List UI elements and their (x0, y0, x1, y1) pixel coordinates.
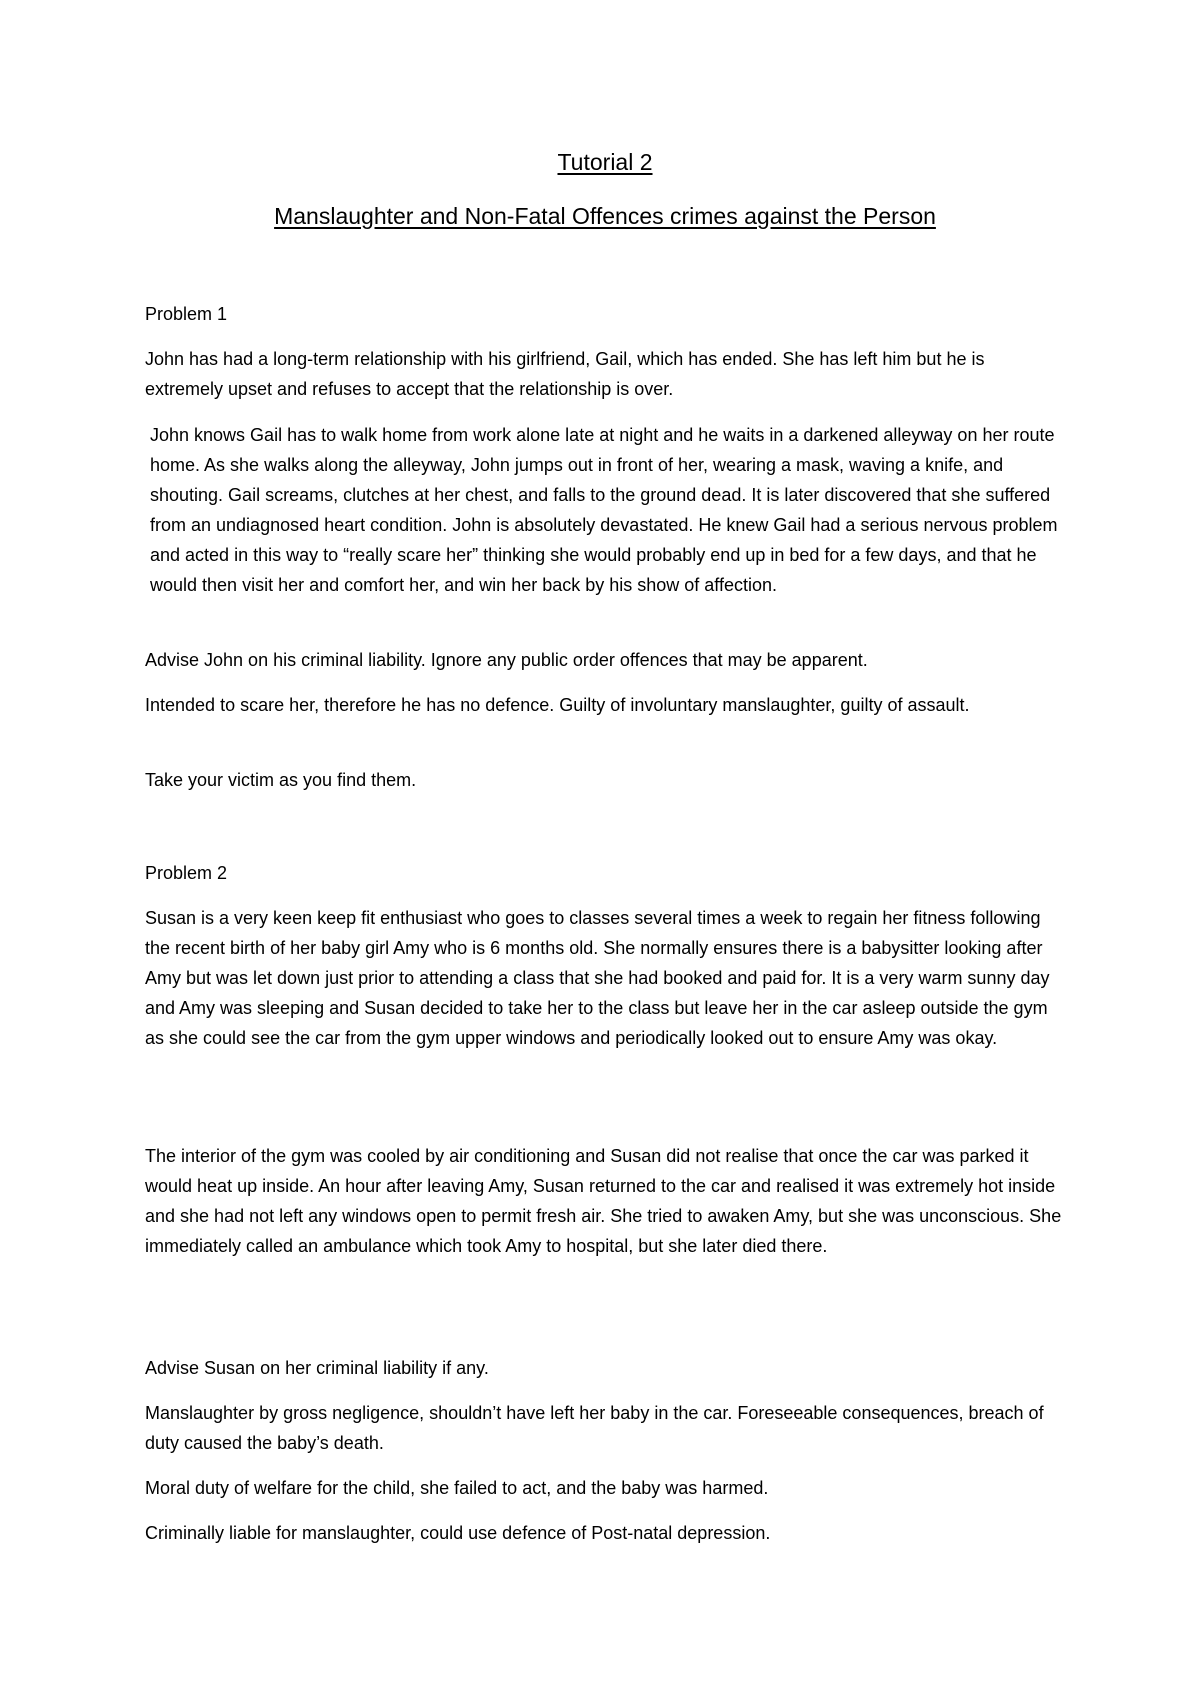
problem2-answer-2: Moral duty of welfare for the child, she failed to act, and the baby was harmed. (145, 1478, 769, 1498)
problem2-answer-3: Criminally liable for manslaughter, could use defence of Post-natal depression. (145, 1523, 771, 1543)
problem2-paragraph-2: The interior of the gym was cooled by air conditioning and Susan did not realise that once the car was parked it would heat up inside. An hour after leaving Amy, Susan returned to the car and realised it was extremely hot inside and she had not left any windows open to permit fresh air. She tried to awaken Amy, but she was unconscious. She immediately called an ambulance which took Amy to hospital, but she later died there. (145, 1146, 1062, 1256)
problem1-question: Advise John on his criminal liability. Ignore any public order offences that may be apparent. (145, 650, 868, 670)
problem1-answer-1: Intended to scare her, therefore he has no defence. Guilty of involuntary manslaughter, guilty of assault. (145, 695, 970, 715)
problem1-paragraph-1: John has had a long-term relationship with his girlfriend, Gail, which has ended. She has left him but he is extremely upset and refuses to accept that the relationship is over. (145, 349, 985, 399)
problem2-paragraph-1: Susan is a very keen keep fit enthusiast who goes to classes several times a week to regain her fitness following the recent birth of her baby girl Amy who is 6 months old. She normally ensures there is a babysitter looking after Amy but was let down just prior to attending a class that she had booked and paid for. It is a very warm sunny day and Amy was sleeping and Susan decided to take her to the class but leave her in the car asleep outside the gym as she could see the car from the gym upper windows and periodically looked out to ensure Amy was okay. (145, 908, 1050, 1048)
problem1-answer-2: Take your victim as you find them. (145, 770, 417, 790)
document-page (145, 0, 1065, 1698)
problem2-heading: Problem 2 (145, 863, 228, 883)
problem1-paragraph-2: John knows Gail has to walk home from work alone late at night and he waits in a darkened alleyway on her route home. As she walks along the alleyway, John jumps out in front of her, wearing a mask, waving a knife, and shouting. Gail screams, clutches at her chest, and falls to the ground dead. It is later discovered that she suffered from an undiagnosed heart condition. John is absolutely devastated. He knew Gail had a serious nervous problem and acted in this way to “really scare her” thinking she would probably end up in bed for a few days, and that he would then visit her and comfort her, and win her back by his show of affection. (150, 425, 1058, 595)
problem2-question: Advise Susan on her criminal liability if any. (145, 1358, 489, 1378)
problem2-answer-1: Manslaughter by gross negligence, shouldn’t have left her baby in the car. Foreseeable consequences, breach of duty caused the baby’s death. (145, 1403, 1044, 1453)
page-subtitle: Manslaughter and Non-Fatal Offences crimes against the Person (274, 203, 936, 229)
page-title: Tutorial 2 (557, 149, 653, 175)
problem1-heading: Problem 1 (145, 304, 228, 324)
